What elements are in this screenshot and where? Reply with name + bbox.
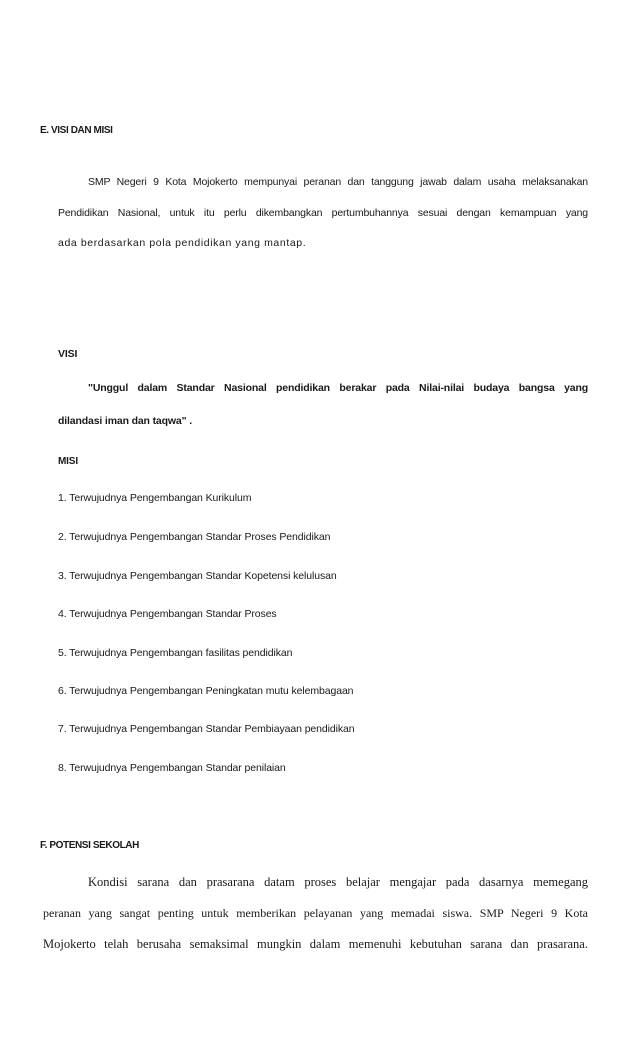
misi-item: 3. Terwujudnya Pengembangan Standar Kopetensi kelulusan (58, 570, 337, 582)
misi-item: 5. Terwujudnya Pengembangan fasilitas pendidikan (58, 647, 293, 659)
section-e-heading: E. VISI DAN MISI (40, 125, 113, 136)
misi-item: 6. Terwujudnya Pengembangan Peningkatan mutu kelembagaan (58, 685, 354, 697)
misi-item: 8. Terwujudnya Pengembangan Standar penilaian (58, 762, 286, 774)
misi-item: 4. Terwujudnya Pengembangan Standar Proses (58, 608, 277, 620)
intro-line-3: ada berdasarkan pola pendidikan yang mantap. (58, 237, 307, 249)
potensi-line-3: Mojokerto telah berusaha semaksimal mungkin dalam memenuhi kebutuhan sarana dan prasarana. (43, 937, 588, 951)
intro-line-1: SMP Negeri 9 Kota Mojokerto mempunyai peranan dan tanggung jawab dalam usaha melaksanakan (88, 176, 588, 188)
misi-item: 1. Terwujudnya Pengembangan Kurikulum (58, 492, 252, 504)
misi-item: 7. Terwujudnya Pengembangan Standar Pembiayaan pendidikan (58, 723, 355, 735)
intro-line-2: Pendidikan Nasional, untuk itu perlu dikembangkan pertumbuhannya sesuai dengan kemampuan yang (58, 207, 588, 219)
potensi-line-1: Kondisi sarana dan prasarana datam proses belajar mengajar pada dasarnya memegang (88, 875, 588, 889)
section-f-heading: F. POTENSI SEKOLAH (40, 840, 139, 851)
potensi-line-2: peranan yang sangat penting untuk memberikan pelayanan yang memadai siswa. SMP Negeri 9 Kota (43, 906, 588, 920)
visi-line-2: dilandasi iman dan taqwa" . (58, 415, 192, 427)
misi-item: 2. Terwujudnya Pengembangan Standar Proses Pendidikan (58, 531, 331, 543)
misi-heading: MISI (58, 456, 78, 467)
visi-line-1: "Unggul dalam Standar Nasional pendidikan berakar pada Nilai-nilai budaya bangsa yang (88, 382, 588, 394)
visi-heading: VISI (58, 348, 78, 360)
